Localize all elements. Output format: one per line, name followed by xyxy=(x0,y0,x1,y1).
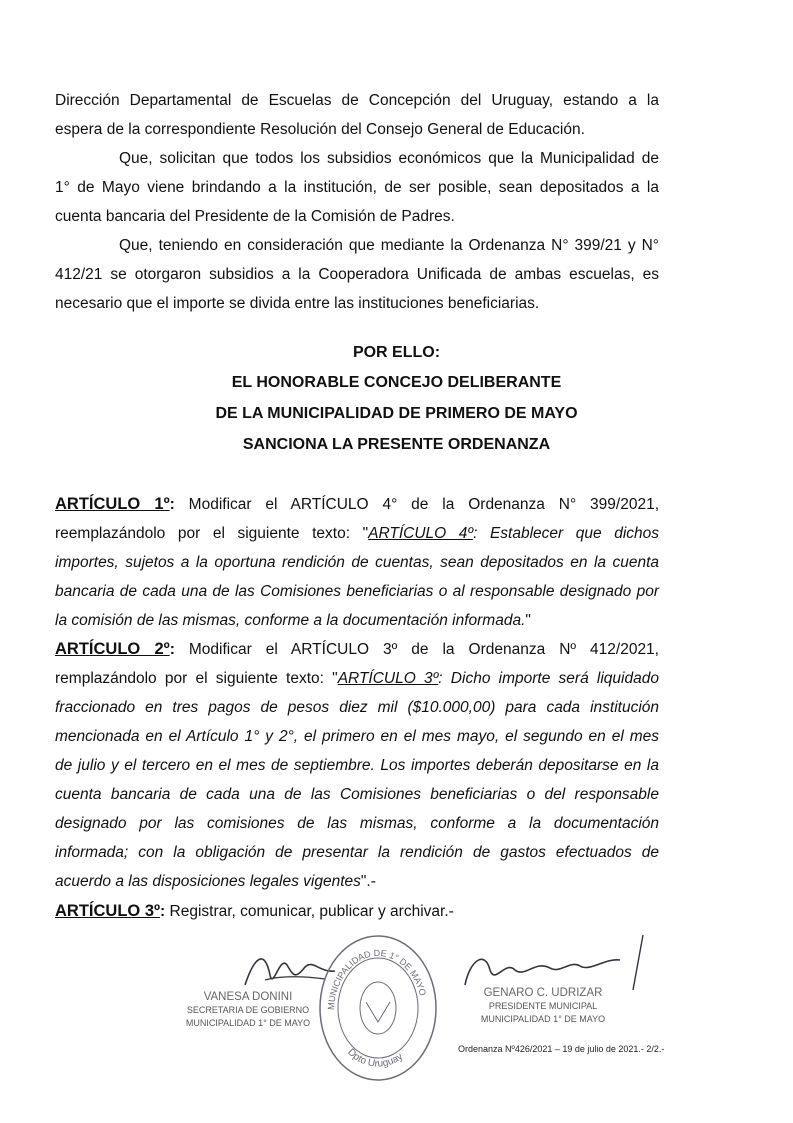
text-line: cuenta bancaria de cada una de las Comisiones beneficiarias o del responsable xyxy=(55,786,659,803)
text-line xyxy=(55,867,659,896)
signature-right-block xyxy=(468,987,618,1026)
article-1 xyxy=(55,490,659,635)
heading-council: EL HONORABLE CONCEJO DELIBERANTE xyxy=(231,374,562,391)
article-2-text: ".- xyxy=(360,873,376,890)
article-1-ref: ARTÍCULO 4º xyxy=(368,525,474,542)
signature-left-org: MUNICIPALIDAD 1° DE MAYO xyxy=(185,1018,311,1028)
text-line: 1° de Mayo viene brindando a la institución, de ser posible, sean depositados a la xyxy=(55,179,659,196)
signature-left-title: SECRETARIA DE GOBIERNO xyxy=(186,1005,310,1015)
seal-top-text: MUNICIPALIDAD DE 1° DE MAYO xyxy=(325,947,429,1011)
text-line: ARTÍCULO 3º: Registrar, comunicar, publicar y archivar.- xyxy=(55,902,454,920)
text-line: informada; con la obligación de presentar la rendición de gastos efectuados de xyxy=(55,844,659,861)
text-line: ARTÍCULO 1º: Modificar el ARTÍCULO 4° de la Ordenanza N° 399/2021, xyxy=(55,495,660,513)
text-line: mencionada en el Artículo 1° y 2°, el primero en el mes mayo, el segundo en el mes xyxy=(55,728,659,745)
text-line: fraccionado en tres pagos de pesos diez mil ($10.000,00) para cada institución xyxy=(55,699,659,716)
text-line: 412/21 se otorgaron subsidios a la Cooperadora Unificada de ambas escuelas, es xyxy=(55,266,659,283)
article-2-text: remplazándolo por el siguiente texto: " xyxy=(55,670,338,687)
document-footer: Ordenanza Nº426/2021 – 19 de julio de 2021.- 2/2.- xyxy=(458,1044,665,1054)
article-2-label: ARTÍCULO 2º xyxy=(55,640,170,658)
article-3-text: Registrar, comunicar, publicar y archivar.- xyxy=(169,903,454,920)
text-line: espera de la correspondiente Resolución del Consejo General de Educación. xyxy=(55,121,585,138)
article-1-text: Modificar el ARTÍCULO 4° de la Ordenanza N° 399/2021, xyxy=(188,496,660,513)
article-3 xyxy=(55,897,659,926)
article-3-label: ARTÍCULO 3º xyxy=(55,902,161,920)
paragraph-intro xyxy=(55,86,659,144)
heading-por-ello: POR ELLO: xyxy=(352,344,441,361)
article-2 xyxy=(55,635,659,896)
text-line xyxy=(55,606,659,635)
text-line: designado por las comisiones de las mismas, conforme a la documentación xyxy=(55,815,659,832)
paragraph-consideration xyxy=(55,231,659,318)
text-line: Dirección Departamental de Escuelas de Concepción del Uruguay, estando a la xyxy=(55,92,659,109)
text-line: de julio y el tercero en el mes de septiembre. Los importes deberán depositarse en la xyxy=(55,757,659,774)
article-1-text: la comisión de las mismas, conforme a la documentación informada. xyxy=(55,612,526,629)
text-line: necesario que el importe se divida entre las instituciones beneficiarias. xyxy=(55,295,540,312)
heading-sanciona: SANCIONA LA PRESENTE ORDENANZA xyxy=(242,436,551,453)
signature-right-name: GENARO C. UDRIZAR xyxy=(483,987,603,999)
article-1-text: : Establecer que dichos xyxy=(473,525,659,542)
article-2-text: Modificar el ARTÍCULO 3º de la Ordenanza Nº 412/2021, xyxy=(188,641,659,658)
text-line: cuenta bancaria del Presidente de la Comisión de Padres. xyxy=(55,208,455,225)
text-line xyxy=(55,519,659,548)
signature-left-name: VANESA DONINI xyxy=(203,991,293,1003)
text-line: ARTÍCULO 2º: Modificar el ARTÍCULO 3º de la Ordenanza Nº 412/2021, xyxy=(55,640,659,658)
article-2-text: : Dicho importe será liquidado xyxy=(438,670,659,687)
article-1-text: " xyxy=(525,612,531,629)
text-line xyxy=(55,664,659,693)
municipal-seal xyxy=(316,932,440,1084)
seal-bottom-text: Dpto Uruguay xyxy=(345,1046,405,1070)
article-1-label: ARTÍCULO 1º xyxy=(55,495,170,513)
article-2-text: acuerdo a las disposiciones legales vigentes xyxy=(55,873,361,890)
text-line: Que, teniendo en consideración que mediante la Ordenanza N° 399/21 y N° xyxy=(119,237,659,254)
signature-left-block xyxy=(183,991,313,1030)
text-line: bancaria de cada una de las Comisiones beneficiarias o al responsable designado por xyxy=(55,583,659,600)
text-line: Que, solicitan que todos los subsidios económicos que la Municipalidad de xyxy=(119,150,659,167)
article-1-text: reemplazándolo por el siguiente texto: " xyxy=(55,525,369,542)
signature-right-org: MUNICIPALIDAD 1° DE MAYO xyxy=(480,1014,606,1024)
heading-municipality: DE LA MUNICIPALIDAD DE PRIMERO DE MAYO xyxy=(215,405,578,422)
text-line: importes, sujetos a la oportuna rendición de cuentas, sean depositados en la cuenta xyxy=(55,554,659,571)
article-2-ref: ARTÍCULO 3º xyxy=(337,670,439,687)
paragraph-request xyxy=(55,144,659,231)
signature-right-title: PRESIDENTE MUNICIPAL xyxy=(488,1001,598,1011)
